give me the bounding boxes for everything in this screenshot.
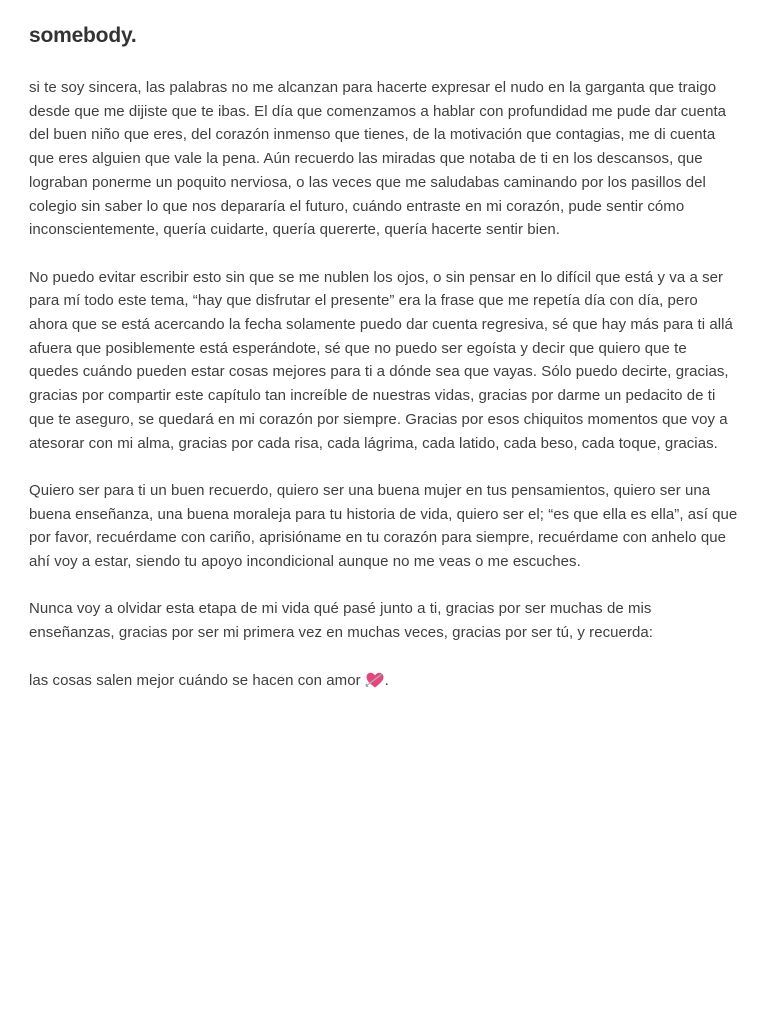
paragraph-2: No puedo evitar escribir esto sin que se me nublen los ojos, o sin pensar en lo difícil que está y va a ser para mí todo este tema, “hay que disfrutar el presente” era la frase que me repetía día con día, pero ahora que se está acercando la fecha solamente puedo dar cuenta regresiva, sé que hay más para ti allá afuera que posiblemente está esperándote, sé que no puedo ser egoísta y decir que quiero que te quedes cuándo pueden estar cosas mejores para ti a dónde sea que vayas. Sólo puedo decirte, gracias, gracias por compartir este capítulo tan increíble de nuestras vidas, gracias por darme un pedacito de ti que te aseguro, se quedará en mi corazón por siempre. Gracias por esos chiquitos momentos que voy a atesorar con mi alma, gracias por cada risa, cada lágrima, cada latido, cada beso, cada toque, gracias. bbox=[29, 268, 733, 452]
page-title: somebody. bbox=[29, 24, 137, 47]
closing-punctuation: . bbox=[384, 671, 389, 689]
paragraph-1: si te soy sincera, las palabras no me alcanzan para hacerte expresar el nudo en la garganta que traigo desde que me dijiste que te ibas. El día que comenzamos a hablar con profundidad me pude dar cuenta del buen niño que eres, del corazón inmenso que tienes, de la motivación que contagias, me di cuenta que eres alguien que vale la pena. Aún recuerdo las miradas que notaba de ti en los descansos, que lograban ponerme un poquito nerviosa, o las veces que me saludabas caminando por los pasillos del colegio sin saber lo que nos depararía el futuro, cuándo entraste en mi corazón, pude sentir cómo inconscientemente, quería cuidarte, quería quererte, quería hacerte sentir bien. bbox=[29, 79, 727, 239]
heart-with-arrow-icon bbox=[365, 671, 385, 689]
paragraph-4: Nunca voy a olvidar esta etapa de mi vida qué pasé junto a ti, gracias por ser muchas de mis enseñanzas, gracias por ser mi primera vez en muchas veces, gracias por ser tú, y recuerda: bbox=[29, 600, 653, 642]
paragraph-3: Quiero ser para ti un buen recuerdo, quiero ser una buena mujer en tus pensamientos, quiero ser una buena enseñanza, una buena moraleja para tu historia de vida, quiero ser el; “es que ella es ella”, así que por favor, recuérdame con cariño, aprisióname en tu corazón para siempre, recuérdame con anhelo que ahí voy a estar, siendo tu apoyo incondicional aunque no me veas o me escuches. bbox=[29, 481, 738, 571]
closing-text: las cosas salen mejor cuándo se hacen con amor bbox=[29, 671, 361, 689]
closing-line bbox=[29, 669, 738, 693]
